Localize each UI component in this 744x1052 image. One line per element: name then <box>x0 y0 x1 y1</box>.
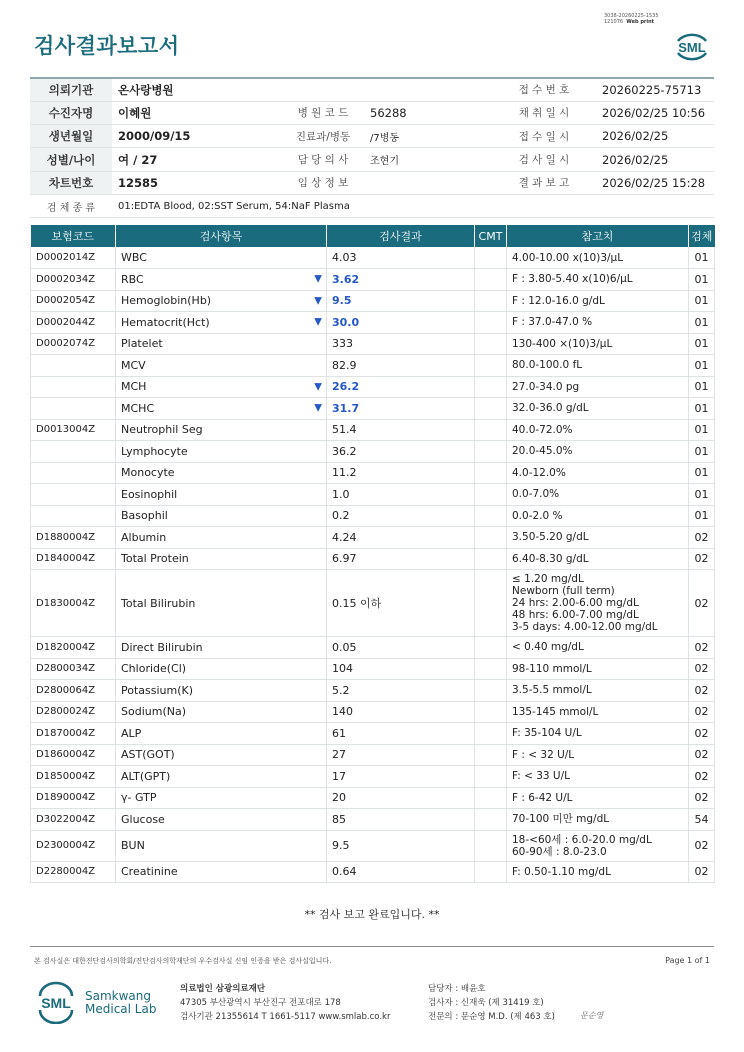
cell-code: D2280004Z <box>31 861 116 883</box>
value-doctor: 조현기 <box>364 148 492 171</box>
org-contact: 검사기관 21355614 T 1661-5117 www.smlab.co.kr <box>180 1012 391 1022</box>
cell-item <box>116 766 327 788</box>
item-name: Hematocrit(Hct) <box>121 315 210 329</box>
reference-line: Newborn (full term) <box>512 585 615 597</box>
cell-cmt <box>475 398 507 420</box>
cell-code <box>31 355 116 377</box>
cell-specimen: 02 <box>689 744 715 766</box>
low-flag-icon: ▼ <box>314 381 322 393</box>
cell-result: 5.2 <box>327 680 475 702</box>
cell-reference: F : < 32 U/L <box>507 744 689 766</box>
cell-cmt <box>475 290 507 312</box>
cell-item <box>116 723 327 745</box>
cell-item <box>116 484 327 506</box>
cell-reference <box>507 830 689 861</box>
cell-specimen: 01 <box>689 247 715 269</box>
results-table <box>30 225 715 883</box>
logo-top-text: SML <box>678 40 706 55</box>
cell-cmt <box>475 570 507 637</box>
result-row <box>31 376 715 398</box>
cell-item <box>116 527 327 549</box>
cell-code: D0002044Z <box>31 312 116 334</box>
cell-item <box>116 355 327 377</box>
cell-item <box>116 861 327 883</box>
cell-code <box>31 441 116 463</box>
reference-line: ≤ 1.20 mg/dL <box>512 573 584 585</box>
cell-cmt <box>475 441 507 463</box>
reference-line: 24 hrs: 2.00-6.00 mg/dL <box>512 597 639 609</box>
cell-specimen: 02 <box>689 658 715 680</box>
cell-code: D3022004Z <box>31 809 116 831</box>
item-name: MCHC <box>121 401 155 415</box>
certification-note: 본 검사실은 대한진단검사의학회/진단검사의학재단의 우수검사실 신임 인증을 받은 검사실입니다. <box>34 957 332 965</box>
cell-reference: 40.0-72.0% <box>507 419 689 441</box>
low-flag-icon: ▼ <box>314 273 322 285</box>
report-title: 검사결과보고서 <box>34 34 180 58</box>
cell-result: 4.24 <box>327 527 475 549</box>
cell-item <box>116 247 327 269</box>
col-test-item: 검사항목 <box>116 225 327 247</box>
cell-result: 104 <box>327 658 475 680</box>
result-row <box>31 527 715 549</box>
result-row <box>31 355 715 377</box>
brand-line2: Medical Lab <box>85 1002 157 1016</box>
cell-item <box>116 462 327 484</box>
cell-result: 85 <box>327 809 475 831</box>
cell-specimen: 02 <box>689 527 715 549</box>
cell-cmt <box>475 723 507 745</box>
item-name: Potassium(K) <box>121 683 194 697</box>
reference-line: 18-<60세 : 6.0-20.0 mg/dL <box>512 833 652 846</box>
cell-code <box>31 505 116 527</box>
cell-cmt <box>475 462 507 484</box>
cell-specimen: 54 <box>689 809 715 831</box>
result-row <box>31 484 715 506</box>
item-name: AST(GOT) <box>121 748 175 762</box>
value-report-time: 2026/02/25 15:28 <box>596 171 714 194</box>
cell-specimen: 01 <box>689 269 715 291</box>
brand-name <box>85 990 156 1016</box>
cell-item <box>116 419 327 441</box>
cell-result: 51.4 <box>327 419 475 441</box>
cell-item <box>116 333 327 355</box>
cell-result: 3.62 <box>327 269 475 291</box>
label-doctor: 담 당 의 사 <box>282 148 364 171</box>
cell-specimen: 02 <box>689 680 715 702</box>
cell-code: D0002054Z <box>31 290 116 312</box>
logo-bottom-text: SML <box>41 995 71 1011</box>
reference-line: 60-90세 : 8.0-23.0 <box>512 845 607 858</box>
col-insurance-code: 보험코드 <box>31 225 116 247</box>
cell-result: 333 <box>327 333 475 355</box>
label-test-date: 검 사 일 시 <box>492 148 596 171</box>
col-result: 검사결과 <box>327 225 475 247</box>
cell-reference: 80.0-100.0 fL <box>507 355 689 377</box>
cell-code: D2300004Z <box>31 830 116 861</box>
result-row <box>31 462 715 484</box>
cell-result: 26.2 <box>327 376 475 398</box>
page-number: Page 1 of 1 <box>665 956 710 965</box>
org-address: 47305 부산광역시 부산진구 전포대로 178 <box>180 998 341 1008</box>
cell-cmt <box>475 861 507 883</box>
col-cmt: CMT <box>475 225 507 247</box>
sml-logo-icon <box>672 27 712 63</box>
value-hospital-code: 56288 <box>364 101 492 124</box>
cell-specimen: 01 <box>689 419 715 441</box>
cell-specimen: 02 <box>689 548 715 570</box>
result-row <box>31 680 715 702</box>
print-id: 121076 <box>604 19 624 25</box>
label-receipt-no: 접 수 번 호 <box>492 78 596 101</box>
print-info <box>604 13 659 25</box>
sml-footer-logo-icon <box>36 980 76 1024</box>
cell-code: D0002034Z <box>31 269 116 291</box>
col-specimen: 검체 <box>689 225 715 247</box>
cell-cmt <box>475 484 507 506</box>
cell-item <box>116 441 327 463</box>
low-flag-icon: ▼ <box>314 295 322 307</box>
cell-cmt <box>475 658 507 680</box>
cell-specimen: 01 <box>689 333 715 355</box>
item-name: WBC <box>121 251 147 264</box>
cell-item <box>116 787 327 809</box>
staff-tester: 검사자 : 신재욱 (제 31419 호) <box>428 998 544 1008</box>
org-info <box>180 982 390 1024</box>
value-sex-age: 여 / 27 <box>112 148 282 171</box>
cell-cmt <box>475 269 507 291</box>
result-row <box>31 861 715 883</box>
cell-specimen: 02 <box>689 570 715 637</box>
cell-reference <box>507 570 689 637</box>
item-name: Total Protein <box>121 552 189 566</box>
cell-reference: 6.40-8.30 g/dL <box>507 548 689 570</box>
cell-result: 0.05 <box>327 637 475 659</box>
result-row <box>31 744 715 766</box>
cell-code: D1870004Z <box>31 723 116 745</box>
item-name: Eosinophil <box>121 487 178 501</box>
cell-result: 0.15 이하 <box>327 570 475 637</box>
cell-code <box>31 462 116 484</box>
cell-specimen: 02 <box>689 723 715 745</box>
value-chart-no: 12585 <box>112 171 282 194</box>
item-name: Monocyte <box>121 466 175 480</box>
cell-code: D1820004Z <box>31 637 116 659</box>
cell-result: 31.7 <box>327 398 475 420</box>
cell-result: 11.2 <box>327 462 475 484</box>
value-receipt-date: 2026/02/25 <box>596 125 714 148</box>
cell-item <box>116 398 327 420</box>
item-name: MCH <box>121 380 147 394</box>
result-row <box>31 809 715 831</box>
item-name: Lymphocyte <box>121 444 188 458</box>
cell-reference: 27.0-34.0 pg <box>507 376 689 398</box>
cell-reference: 20.0-45.0% <box>507 441 689 463</box>
item-name: ALT(GPT) <box>121 769 171 783</box>
cell-reference: 70-100 미만 mg/dL <box>507 809 689 831</box>
value-specimen-type: 01:EDTA Blood, 02:SST Serum, 54:NaF Plasma <box>112 194 714 217</box>
cell-item <box>116 290 327 312</box>
cell-reference: 0.0-2.0 % <box>507 505 689 527</box>
item-name: Neutrophil Seg <box>121 423 203 437</box>
cell-cmt <box>475 766 507 788</box>
label-specimen-type: 검 체 종 류 <box>30 194 112 217</box>
item-name: Hemoglobin(Hb) <box>121 294 212 308</box>
cell-result: 82.9 <box>327 355 475 377</box>
cell-specimen: 02 <box>689 787 715 809</box>
cell-result: 36.2 <box>327 441 475 463</box>
label-hospital-code: 병 원 코 드 <box>282 101 364 124</box>
cell-result: 1.0 <box>327 484 475 506</box>
cell-code: D1850004Z <box>31 766 116 788</box>
cell-specimen: 02 <box>689 701 715 723</box>
result-row <box>31 333 715 355</box>
cell-specimen: 01 <box>689 355 715 377</box>
cell-item <box>116 505 327 527</box>
cell-specimen: 01 <box>689 441 715 463</box>
print-mode: Web print <box>626 19 655 25</box>
cell-result: 9.5 <box>327 290 475 312</box>
cell-item <box>116 376 327 398</box>
item-name: BUN <box>121 839 145 852</box>
cell-item <box>116 830 327 861</box>
cell-specimen: 01 <box>689 398 715 420</box>
item-name: Platelet <box>121 337 163 351</box>
cell-cmt <box>475 744 507 766</box>
value-receipt-no: 20260225-75713 <box>596 78 714 101</box>
cell-result: 30.0 <box>327 312 475 334</box>
report-complete-note: ** 검사 보고 완료입니다. ** <box>304 908 440 921</box>
cell-cmt <box>475 376 507 398</box>
value-dept-ward: /7병동 <box>364 125 492 148</box>
cell-reference: F : 12.0-16.0 g/dL <box>507 290 689 312</box>
cell-reference: F : 37.0-47.0 % <box>507 312 689 334</box>
result-row <box>31 247 715 269</box>
value-patient-name: 이혜원 <box>112 101 282 124</box>
cell-specimen: 02 <box>689 861 715 883</box>
cell-result: 0.2 <box>327 505 475 527</box>
cell-cmt <box>475 355 507 377</box>
label-dept-ward: 진료과/병동 <box>282 125 364 148</box>
cell-reference: 3.5-5.5 mmol/L <box>507 680 689 702</box>
cell-reference: F : 6-42 U/L <box>507 787 689 809</box>
cell-item <box>116 680 327 702</box>
label-clinical-info: 임 상 정 보 <box>282 171 364 194</box>
cell-item <box>116 701 327 723</box>
cell-cmt <box>475 333 507 355</box>
cell-cmt <box>475 701 507 723</box>
cell-code: D0002074Z <box>31 333 116 355</box>
results-body <box>31 247 715 883</box>
cell-reference: F: 35-104 U/L <box>507 723 689 745</box>
cell-specimen: 01 <box>689 290 715 312</box>
cell-result: 20 <box>327 787 475 809</box>
staff-specialist: 전문의 : 문순영 M.D. (제 463 호) <box>428 1012 555 1022</box>
cell-reference: 98-110 mmol/L <box>507 658 689 680</box>
cell-cmt <box>475 419 507 441</box>
cell-item <box>116 658 327 680</box>
result-row <box>31 419 715 441</box>
label-patient-name: 수진자명 <box>30 101 112 124</box>
label-chart-no: 차트번호 <box>30 171 112 194</box>
cell-code <box>31 398 116 420</box>
cell-specimen: 01 <box>689 312 715 334</box>
item-name: Albumin <box>121 530 167 544</box>
label-sex-age: 성별/나이 <box>30 148 112 171</box>
item-name: Glucose <box>121 812 165 826</box>
cell-cmt <box>475 548 507 570</box>
value-requesting-org: 온사랑병원 <box>112 78 492 101</box>
cell-item <box>116 548 327 570</box>
cell-code: D1860004Z <box>31 744 116 766</box>
cell-cmt <box>475 312 507 334</box>
brand-line1: Samkwang <box>85 989 151 1003</box>
cell-item <box>116 744 327 766</box>
item-name: Direct Bilirubin <box>121 640 203 654</box>
item-name: Chloride(Cl) <box>121 662 187 676</box>
value-clinical-info <box>364 171 492 194</box>
cell-reference: 4.0-12.0% <box>507 462 689 484</box>
label-birthdate: 생년월일 <box>30 125 112 148</box>
item-name: Creatinine <box>121 865 178 879</box>
result-row <box>31 398 715 420</box>
value-birthdate: 2000/09/15 <box>112 125 282 148</box>
cell-specimen: 01 <box>689 484 715 506</box>
cell-specimen: 01 <box>689 505 715 527</box>
cell-result: 27 <box>327 744 475 766</box>
cell-item <box>116 312 327 334</box>
result-row <box>31 269 715 291</box>
cell-code: D2800034Z <box>31 658 116 680</box>
cell-reference: 4.00-10.00 x(10)3/μL <box>507 247 689 269</box>
cell-code: D0013004Z <box>31 419 116 441</box>
cell-specimen: 02 <box>689 766 715 788</box>
cell-reference: F: < 33 U/L <box>507 766 689 788</box>
cell-reference: 130-400 ×(10)3/μL <box>507 333 689 355</box>
cell-cmt <box>475 787 507 809</box>
result-row <box>31 658 715 680</box>
label-requesting-org: 의뢰기관 <box>30 78 112 101</box>
cell-specimen: 01 <box>689 462 715 484</box>
result-row <box>31 441 715 463</box>
cell-code <box>31 376 116 398</box>
cell-result: 6.97 <box>327 548 475 570</box>
reference-line: 3-5 days: 4.00-12.00 mg/dL <box>512 621 658 633</box>
cell-code <box>31 484 116 506</box>
cell-result: 4.03 <box>327 247 475 269</box>
cell-result: 61 <box>327 723 475 745</box>
results-header-row <box>31 225 715 247</box>
cell-reference: 3.50-5.20 g/dL <box>507 527 689 549</box>
item-name: ALP <box>121 726 142 740</box>
cell-reference: 0.0-7.0% <box>507 484 689 506</box>
cell-reference: 135-145 mmol/L <box>507 701 689 723</box>
cell-item <box>116 637 327 659</box>
item-name: RBC <box>121 272 144 286</box>
low-flag-icon: ▼ <box>314 316 322 328</box>
cell-code: D0002014Z <box>31 247 116 269</box>
cell-code: D2800064Z <box>31 680 116 702</box>
result-row <box>31 766 715 788</box>
cell-reference: F: 0.50-1.10 mg/dL <box>507 861 689 883</box>
result-row <box>31 505 715 527</box>
result-row <box>31 723 715 745</box>
cell-code: D2800024Z <box>31 701 116 723</box>
cell-result: 17 <box>327 766 475 788</box>
item-name: MCV <box>121 358 146 372</box>
cell-specimen: 02 <box>689 637 715 659</box>
cell-cmt <box>475 809 507 831</box>
staff-info <box>428 982 555 1024</box>
staff-manager: 담당자 : 배윤호 <box>428 984 486 994</box>
print-code: 3038-20260225-1535 <box>604 13 659 19</box>
result-row <box>31 312 715 334</box>
label-report-time: 결 과 보 고 <box>492 171 596 194</box>
cell-result: 9.5 <box>327 830 475 861</box>
cell-result: 0.64 <box>327 861 475 883</box>
org-name: 의료법인 삼광의료재단 <box>180 984 266 994</box>
result-row <box>31 830 715 861</box>
item-name: Total Bilirubin <box>121 596 196 610</box>
value-collection-time: 2026/02/25 10:56 <box>596 101 714 124</box>
footer-divider <box>30 946 714 947</box>
item-name: γ- GTP <box>121 791 157 805</box>
cell-cmt <box>475 247 507 269</box>
result-row <box>31 787 715 809</box>
col-reference: 참고치 <box>507 225 689 247</box>
cell-item <box>116 809 327 831</box>
result-row <box>31 570 715 637</box>
result-row <box>31 637 715 659</box>
reference-line: 48 hrs: 6.00-7.00 mg/dL <box>512 609 639 621</box>
item-name: Sodium(Na) <box>121 705 186 719</box>
label-collection-time: 채 취 일 시 <box>492 101 596 124</box>
cell-reference: 32.0-36.0 g/dL <box>507 398 689 420</box>
patient-info-table <box>30 77 714 218</box>
cell-cmt <box>475 527 507 549</box>
cell-code: D1890004Z <box>31 787 116 809</box>
cell-code: D1840004Z <box>31 548 116 570</box>
low-flag-icon: ▼ <box>314 402 322 414</box>
item-name: Basophil <box>121 509 168 523</box>
cell-item <box>116 570 327 637</box>
cell-cmt <box>475 505 507 527</box>
cell-result: 140 <box>327 701 475 723</box>
value-test-date: 2026/02/25 <box>596 148 714 171</box>
cell-code: D1830004Z <box>31 570 116 637</box>
label-receipt-date: 접 수 일 시 <box>492 125 596 148</box>
cell-code: D1880004Z <box>31 527 116 549</box>
signature: 문순영 <box>580 1011 604 1020</box>
cell-reference: < 0.40 mg/dL <box>507 637 689 659</box>
cell-specimen: 01 <box>689 376 715 398</box>
result-row <box>31 701 715 723</box>
cell-item <box>116 269 327 291</box>
result-row <box>31 548 715 570</box>
cell-reference: F : 3.80-5.40 x(10)6/μL <box>507 269 689 291</box>
cell-cmt <box>475 637 507 659</box>
cell-cmt <box>475 830 507 861</box>
cell-specimen: 02 <box>689 830 715 861</box>
cell-cmt <box>475 680 507 702</box>
result-row <box>31 290 715 312</box>
